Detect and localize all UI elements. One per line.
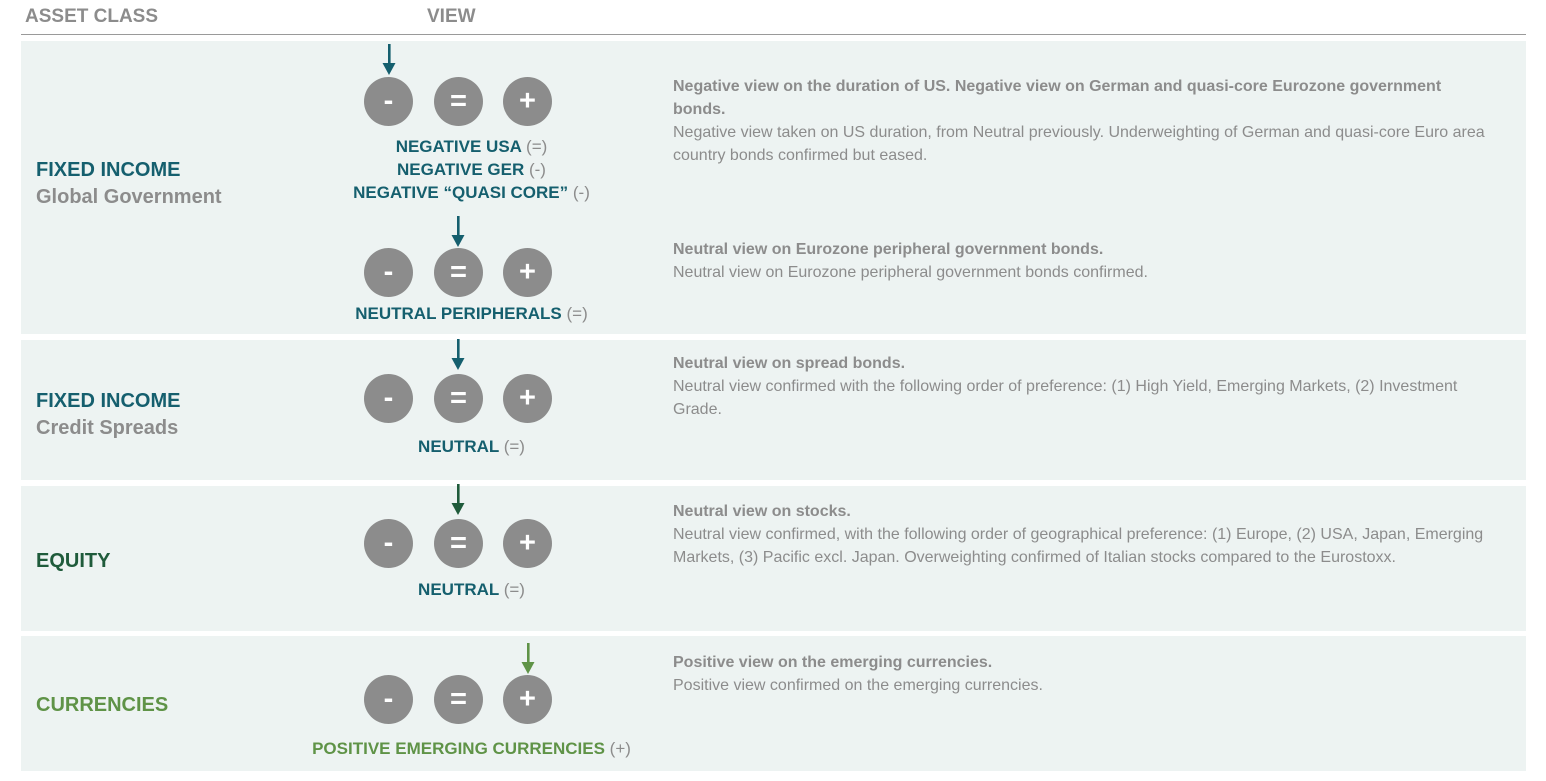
view-label: NEGATIVE GER <box>397 160 525 179</box>
view-label-line <box>300 158 643 181</box>
view-label: NEGATIVE “QUASI CORE” <box>353 183 569 202</box>
view-label-block <box>300 435 643 458</box>
minus-view-button: - <box>364 675 413 724</box>
previous-view: (=) <box>503 437 525 456</box>
asset-class-currencies <box>36 692 168 719</box>
view-header: VIEW <box>427 6 476 27</box>
asset-class-credit-spreads <box>36 388 180 442</box>
view-description-body: Negative view taken on US duration, from Neutral previously. Underweighting of German and quasi-core Euro area country bonds confirmed but eased. <box>673 124 1485 164</box>
selected-view-arrow-icon <box>521 643 535 674</box>
equal-view-button: = <box>434 519 483 568</box>
minus-view-button: - <box>364 77 413 126</box>
view-label-block <box>300 737 643 760</box>
equal-view-button: = <box>434 374 483 423</box>
asset-class-title: CURRENCIES <box>36 694 169 716</box>
selected-view-arrow-icon <box>451 216 465 247</box>
view-description-heading: Neutral view on stocks. <box>673 503 851 520</box>
view-label-line <box>300 578 643 601</box>
equal-view-button: = <box>434 248 483 297</box>
plus-view-button: + <box>503 675 552 724</box>
asset-class-global-government <box>36 157 222 211</box>
view-label-line <box>300 181 643 204</box>
equal-view-button: = <box>434 675 483 724</box>
equal-view-button: = <box>434 77 483 126</box>
plus-view-button: + <box>503 519 552 568</box>
minus-view-button: - <box>364 248 413 297</box>
view-description <box>673 352 1493 421</box>
view-description-body: Neutral view confirmed, with the following order of geographical preference: (1) Europe, (2) USA, Japan, Emerging Markets, (3) Pacific excl. Japan. Overweighting confirmed of Italian stocks compared to the Eurostoxx. <box>673 526 1484 566</box>
view-label: NEGATIVE USA <box>395 137 522 156</box>
view-label: NEUTRAL <box>418 437 499 456</box>
plus-view-button: + <box>503 374 552 423</box>
view-description-heading: Neutral view on spread bonds. <box>673 355 906 372</box>
asset-class-subtitle: Credit Spreads <box>36 417 179 439</box>
view-description-body: Neutral view on Eurozone peripheral government bonds confirmed. <box>673 264 1148 281</box>
view-description <box>673 75 1493 167</box>
asset-class-title: EQUITY <box>36 550 111 572</box>
view-description <box>673 651 1493 697</box>
selected-view-arrow-icon <box>382 44 396 75</box>
view-label-block <box>300 135 643 204</box>
asset-class-header: ASSET CLASS <box>25 6 159 27</box>
previous-view: (=) <box>526 137 548 156</box>
view-description-body: Positive view confirmed on the emerging currencies. <box>673 677 1043 694</box>
previous-view: (-) <box>528 160 546 179</box>
view-label-line <box>300 435 643 458</box>
previous-view: (+) <box>609 739 631 758</box>
asset-class-title: FIXED INCOME <box>36 159 181 181</box>
view-label-line <box>300 135 643 158</box>
view-description-heading: Negative view on the duration of US. Negative view on German and quasi-core Eurozone government bonds. <box>673 78 1442 118</box>
asset-class-equity <box>36 548 110 575</box>
previous-view: (=) <box>566 304 588 323</box>
view-description <box>673 500 1493 569</box>
asset-class-subtitle: Global Government <box>36 186 222 208</box>
previous-view: (=) <box>503 580 525 599</box>
plus-view-button: + <box>503 248 552 297</box>
plus-view-button: + <box>503 77 552 126</box>
view-description <box>673 238 1493 284</box>
view-label-block <box>300 302 643 325</box>
selected-view-arrow-icon <box>451 339 465 370</box>
minus-view-button: - <box>364 519 413 568</box>
selected-view-arrow-icon <box>451 484 465 515</box>
view-label: POSITIVE EMERGING CURRENCIES <box>312 739 605 758</box>
view-label: NEUTRAL PERIPHERALS <box>355 304 562 323</box>
view-label: NEUTRAL <box>418 580 499 599</box>
view-description-heading: Neutral view on Eurozone peripheral government bonds. <box>673 241 1104 258</box>
minus-view-button: - <box>364 374 413 423</box>
asset-class-title: FIXED INCOME <box>36 390 181 412</box>
previous-view: (-) <box>572 183 590 202</box>
view-description-heading: Positive view on the emerging currencies. <box>673 654 993 671</box>
view-description-body: Neutral view confirmed with the following order of preference: (1) High Yield, Emerging Markets, (2) Investment Grade. <box>673 378 1458 418</box>
view-label-block <box>300 578 643 601</box>
view-label-line <box>300 737 643 760</box>
header-divider <box>21 34 1526 35</box>
view-label-line <box>300 302 643 325</box>
